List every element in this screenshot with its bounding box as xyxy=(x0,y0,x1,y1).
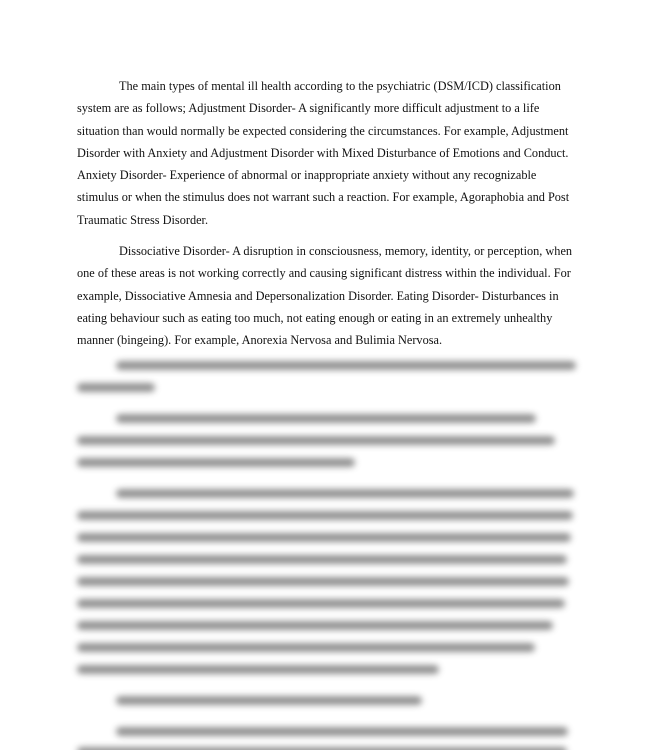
blurred-preview-region xyxy=(0,354,650,750)
blurred-line xyxy=(77,621,553,630)
blurred-line xyxy=(116,489,574,498)
blurred-line xyxy=(77,665,439,674)
blurred-line xyxy=(77,599,565,608)
paragraph-dissociative-eating: Dissociative Disorder- A disruption in consciousness, memory, identity, or perception, when one of these areas is not working correctly and causing significant distress within the individual. For example, Dissociative Amnesia and Depersonalization Disorder. Eating Disorder- Disturbances in eating behaviour such as eating too much, not eating enough or eating in an extremely unhealthy manner (bingeing). For example, Anorexia Nervosa and Bulimia Nervosa. xyxy=(77,244,573,348)
blurred-line xyxy=(77,643,535,652)
blurred-line xyxy=(116,361,576,370)
blurred-line xyxy=(77,383,155,392)
blurred-line xyxy=(77,577,569,586)
blurred-line xyxy=(116,727,568,736)
blurred-line xyxy=(77,458,355,467)
blurred-line xyxy=(77,533,571,542)
document-body xyxy=(77,75,575,361)
blurred-line xyxy=(77,511,573,520)
blurred-line xyxy=(116,414,536,423)
blurred-line xyxy=(77,555,567,564)
paragraph-mental-health-types: The main types of mental ill health according to the psychiatric (DSM/ICD) classification system are as follows; Adjustment Disorder- A significantly more difficult adjustment to a life situation than would normally be expected considering the circumstances. For example, Adjustment Disorder with Anxiety and Adjustment Disorder with Mixed Disturbance of Emotions and Conduct. Anxiety Disorder- Experience of abnormal or inappropriate anxiety without any recognizable stimulus or when the stimulus does not warrant such a reaction. For example, Agoraphobia and Post Traumatic Stress Disorder. xyxy=(77,79,570,227)
blurred-line xyxy=(116,696,422,705)
blurred-line xyxy=(77,436,555,445)
